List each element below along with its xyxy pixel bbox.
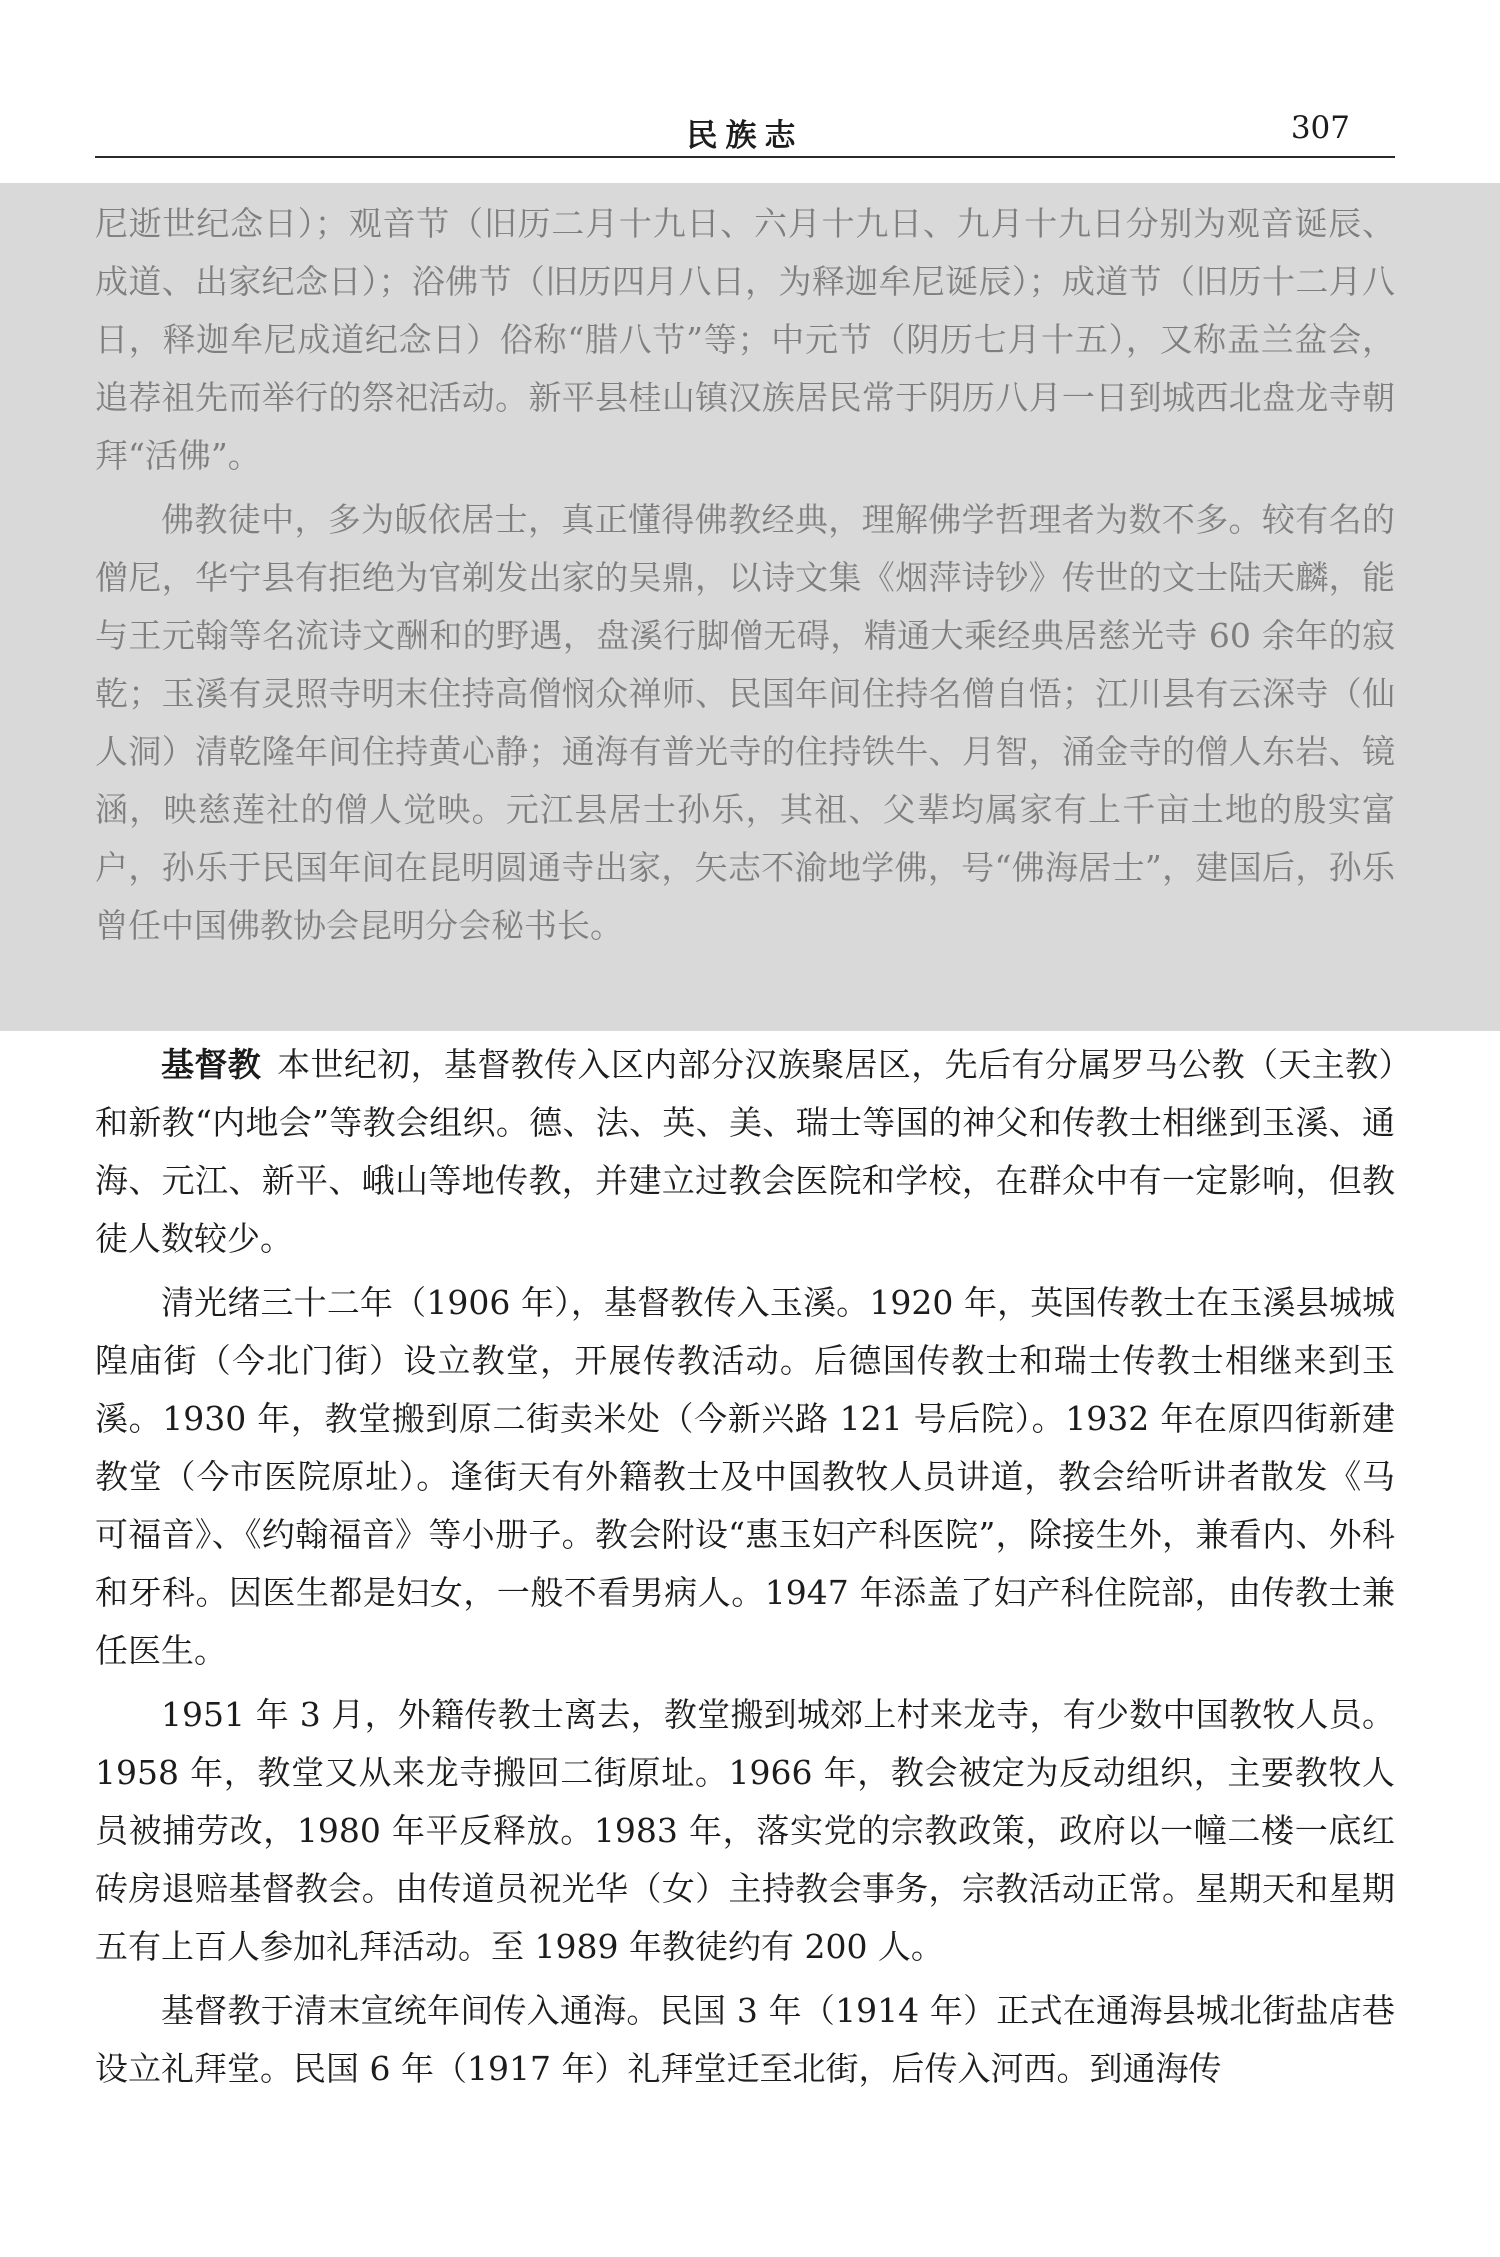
paragraph: 尼逝世纪念日）；观音节（旧历二月十九日、六月十九日、九月十九日分别为观音诞辰、成道、出家纪念日）；浴佛节（旧历四月八日，为释迦牟尼诞辰）；成道节（旧历十二月八日，释迦牟尼成道纪念日）俗称“腊八节”等；中元节（阴历七月十五），又称盂兰盆会，追荐祖先而举行的祭祀活动。新平县桂山镇汉族居民常于阴历八月一日到城西北盘龙寺朝拜“活佛”。 — [95, 204, 1395, 475]
christianity-section — [95, 1036, 1395, 2104]
page-header — [95, 100, 1395, 170]
paragraph: 佛教徒中，多为皈依居士，真正懂得佛教经典，理解佛学哲理者为数不多。较有名的僧尼，华宁县有拒绝为官剃发出家的吴鼎，以诗文集《烟萍诗钞》传世的文士陆天麟，能与王元翰等名流诗文酬和的野遇，盘溪行脚僧无碍，精通大乘经典居慈光寺 60 余年的寂乾；玉溪有灵照寺明末住持高僧悯众禅师、民国年间住持名僧自悟；江川县有云深寺（仙人洞）清乾隆年间住持黄心静；通海有普光寺的住持铁牛、月智，涌金寺的僧人东岩、镜涵，映慈莲社的僧人觉映。元江县居士孙乐，其祖、父辈均属家有上千亩土地的殷实富户，孙乐于民国年间在昆明圆通寺出家，矢志不渝地学佛，号“佛海居士”，建国后，孙乐曾任中国佛教协会昆明分会秘书长。 — [95, 500, 1395, 945]
buddhism-section — [95, 195, 1395, 961]
paragraph: 1951 年 3 月，外籍传教士离去，教堂搬到城郊上村来龙寺，有少数中国教牧人员。1958 年，教堂又从来龙寺搬回二街原址。1966 年，教会被定为反动组织，主要教牧人员被捕劳改，1980 年平反释放。1983 年，落实党的宗教政策，政府以一幢二楼一底红砖房退赔基督教会。由传道员祝光华（女）主持教会事务，宗教活动正常。星期天和星期五有上百人参加礼拜活动。至 1989 年教徒约有 200 人。 — [95, 1695, 1395, 1966]
running-header-title: 民族志 — [686, 118, 804, 154]
page-number: 307 — [1290, 110, 1350, 146]
paragraph-text: 本世纪初，基督教传入区内部分汉族聚居区，先后有分属罗马公教（天主教）和新教“内地会”等教会组织。德、法、英、美、瑞士等国的神父和传教士相继到玉溪、通海、元江、新平、峨山等地传教，并建立过教会医院和学校，在群众中有一定影响，但教徒人数较少。 — [95, 1045, 1395, 1258]
section-term: 基督教 — [161, 1045, 262, 1084]
paragraph: 基督教于清末宣统年间传入通海。民国 3 年（1914 年）正式在通海县城北街盐店巷设立礼拜堂。民国 6 年（1917 年）礼拜堂迁至北街，后传入河西。到通海传 — [95, 1991, 1395, 2088]
header-rule — [95, 156, 1395, 158]
paragraph: 清光绪三十二年（1906 年），基督教传入玉溪。1920 年，英国传教士在玉溪县城城隍庙街（今北门街）设立教堂，开展传教活动。后德国传教士和瑞士传教士相继来到玉溪。1930 年，教堂搬到原二街卖米处（今新兴路 121 号后院）。1932 年在原四街新建教堂（今市医院原址）。逢街天有外籍教士及中国教牧人员讲道，教会给听讲者散发《马可福音》、《约翰福音》等小册子。教会附设“惠玉妇产科医院”，除接生外，兼看内、外科和牙科。因医生都是妇女，一般不看男病人。1947 年添盖了妇产科住院部，由传教士兼任医生。 — [95, 1283, 1395, 1670]
paragraph — [95, 1036, 1395, 1268]
